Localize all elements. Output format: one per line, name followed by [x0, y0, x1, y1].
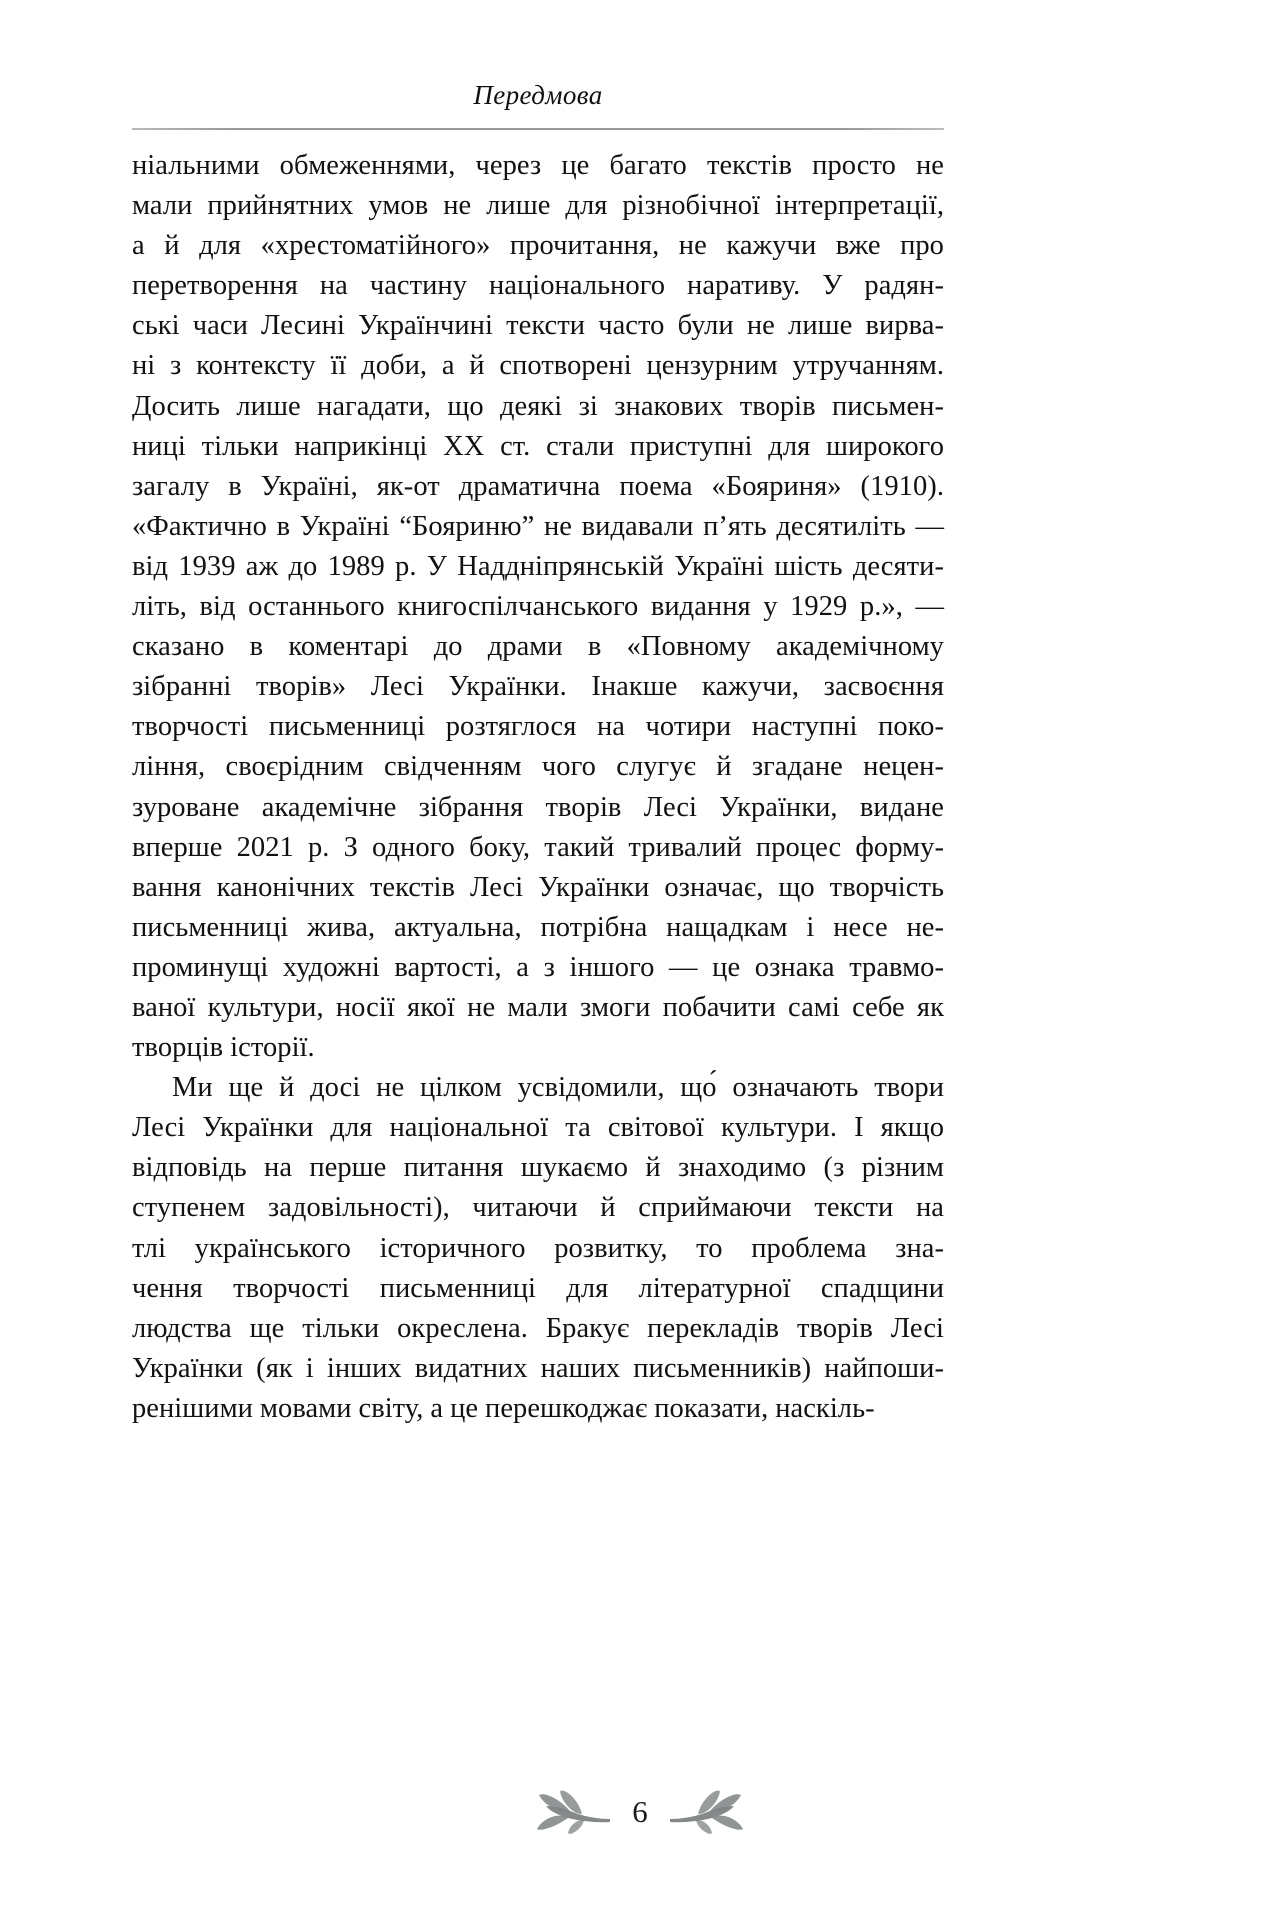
text-line: Ми ще й досі не цілком усвідомили, що́ означають твори [172, 1072, 944, 1104]
paragraph [132, 1068, 944, 1429]
laurel-leaf-ornament-left [526, 1789, 612, 1835]
text-line: відповідь на перше питання шукаємо й знаходимо (з різним [132, 1152, 944, 1184]
text-line: від 1939 аж до 1989 р. У Наддніпрянській Україні шість десяти- [132, 550, 944, 582]
text-line: ваної культури, носії якої не мали змоги побачити самі себе як [132, 991, 944, 1023]
page-number: 6 [632, 1793, 648, 1829]
text-line: ренішими мовами світу, а це перешкоджає показати, наскіль- [132, 1392, 875, 1424]
text-line: мали прийнятних умов не лише для різнобічної інтерпретації, [132, 190, 944, 222]
text-line: а й для «хрестоматійного» прочитання, не кажучи вже про [132, 230, 944, 262]
paragraph [132, 146, 944, 1068]
text-line: зуроване академічне зібрання творів Лесі Українки, видане [132, 791, 944, 823]
text-line: чення творчості письменниці для літературної спадщини [132, 1272, 944, 1304]
text-line: ні з контексту її доби, а й спотворені цензурним утручанням. [132, 350, 944, 382]
text-line: людства ще тільки окреслена. Бракує перекладів творів Лесі [132, 1312, 944, 1344]
text-line: перетворення на частину національного наративу. У радян- [132, 270, 944, 302]
running-header [132, 82, 944, 109]
text-line: «Фактично в Україні “Бояриню” не видавали п’ять десятиліть — [132, 510, 944, 542]
text-line: зібранні творів» Лесі Українки. Інакше кажучи, засвоєння [132, 671, 944, 703]
text-line: творців історії. [132, 1032, 315, 1064]
body-text-block [132, 146, 944, 1429]
page-footer [0, 1772, 1280, 1852]
laurel-leaf-ornament-right [668, 1789, 754, 1835]
text-line: ські часи Лесині Українчині тексти часто були не лише вирва- [132, 310, 944, 342]
text-line: ніальними обмеженнями, через це багато текстів просто не [132, 150, 944, 181]
text-line: тлі українського історичного розвитку, то проблема зна- [132, 1232, 944, 1264]
text-line: письменниці жива, актуальна, потрібна нащадкам і несе не- [132, 911, 944, 943]
text-line: ступенем задовільності), читаючи й сприймаючи тексти на [132, 1192, 944, 1224]
text-line: Українки (як і інших видатних наших письменників) найпоши- [132, 1352, 944, 1384]
header-rule [132, 128, 944, 130]
text-line: сказано в коментарі до драми в «Повному академічному [132, 631, 944, 663]
text-line: вперше 2021 р. З одного боку, такий тривалий процес форму- [132, 831, 944, 863]
text-line: Лесі Українки для національної та світової культури. І якщо [132, 1112, 944, 1144]
text-line: загалу в Україні, як-от драматична поема «Бояриня» (1910). [132, 470, 944, 502]
text-line: проминущі художні вартості, а з іншого — це ознака травмо- [132, 951, 944, 983]
text-line: літь, від останнього книгоспілчанського видання у 1929 р.», — [132, 591, 944, 623]
running-header-title: Передмова [473, 80, 603, 110]
text-line: вання канонічних текстів Лесі Українки означає, що творчість [132, 871, 944, 903]
text-line: ління, своєрідним свідченням чого слугує й згадане нецен- [132, 751, 944, 783]
text-line: творчості письменниці розтяглося на чотири наступні поко- [132, 711, 944, 743]
text-line: ниці тільки наприкінці XX ст. стали приступні для широкого [132, 430, 944, 462]
text-line: Досить лише нагадати, що деякі зі знакових творів письмен- [132, 390, 944, 422]
